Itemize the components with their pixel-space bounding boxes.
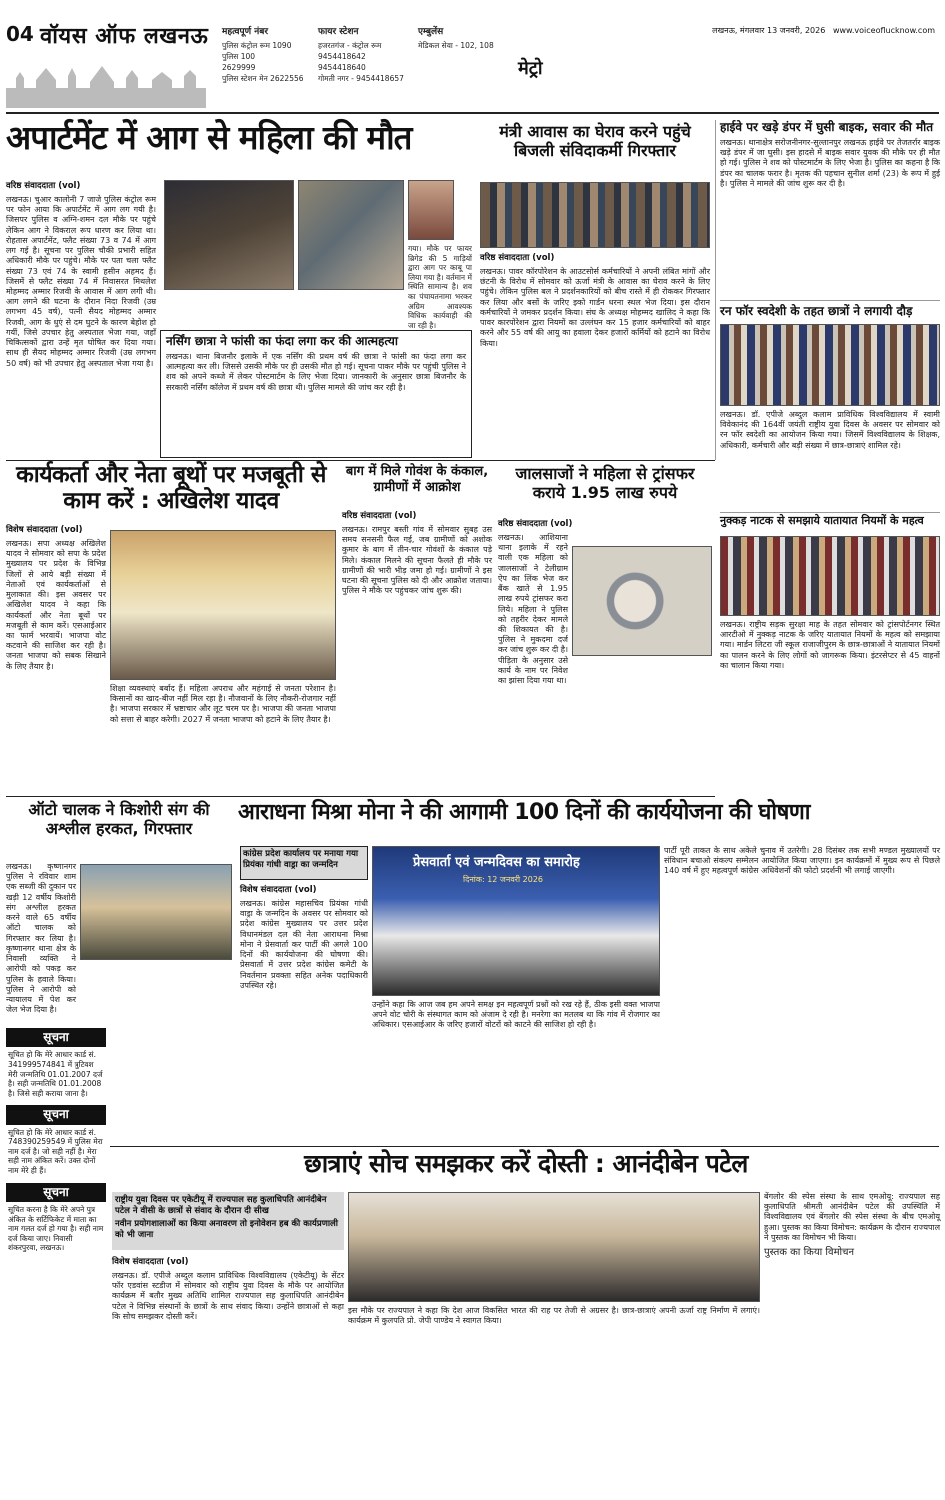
story-cows — [342, 508, 492, 792]
notice-body: सूचित करना है कि मेरे अपने पुत्र अंकित के सर्टिफिकेट में माता का नाम गलत दर्ज हो गया है। सही नाम दर्ज किया जाए। निवासी शंकरपुरवा, लखनऊ। — [8, 1205, 104, 1253]
headline: मंत्री आवास का घेराव करने पहुंचे बिजली संविदाकर्मी गिरफ्तार — [499, 122, 691, 161]
notice-title: सूचना — [6, 1183, 106, 1202]
story-body: लखनऊ। पावर कॉरपोरेशन के आउटसोर्स कर्मचारियों ने अपनी लंबित मांगों और छंटनी के विरोध में सोमवार को ऊर्जा मंत्री के आवास का घेराव करने के लिए पहुंचे। लेकिन पुलिस बल ने प्रदर्शनकारियों को बीच रास्ते में ही रोककर गिरफ्तार कर लिया और बसों के जरिए इको गार्डन धरना स्थल भेज दिया। इस दौरान कर्मचारियों ने जमकर प्रदर्शन किया। संघ के अध्यक्ष मोहम्मद खालिद ने कहा कि पावर कारपोरेशन द्वारा नियमों का उल्लंघन कर 15 हजार कर्मचारियों को बाहर करने और 55 वर्ष की आयु का हवाला देकर हजारों कर्मियों को हटाने का विरोध किया। — [480, 266, 710, 348]
notice — [6, 1028, 106, 1101]
story-body: लखनऊ। थाना बिजनौर इलाके में एक नर्सिंग की प्रथम वर्ष की छात्रा ने फांसी का फंदा लगा कर आत्महत्या कर ली। जिससे उसकी मौके पर ही उसकी मौत हो गई। सूचना पाकर मौके पर पहुंची पुलिस ने शव को अपने कब्जे में लेकर पोस्टमार्टम के लिए भेजा दिया। जानकारी के अनुसार छात्रा बिजनौर के सरकारी नर्सिंग कॉलेज में प्रथम वर्ष की छात्रा थी। पुलिस मामले की जांच कर रही है। — [166, 352, 466, 392]
notices-column — [6, 1028, 106, 1488]
story-body: लखनऊ। थानाक्षेत्र सरोजनीनगर-सुल्तानपुर लखनऊ हाईवे पर तेजतर्रार बाइक खड़े डंपर में जा घुसी। इस हादसे में बाइक सवार युवक की मौके पर ही मौत हो गई। पुलिस ने शव को पोस्टमार्टम के लिए भेजा है। पुलिस का कहना है कि डंपर का चालक फरार है। मृतक की पहचान सुनील शर्मा (23) के रूप में हुई है। पुलिस ने मामले की जांच शुरू कर दी है। — [720, 138, 940, 188]
headline: ऑटो चालक ने किशोरी संग की अश्लील हरकत, गिरफ्तार — [28, 800, 210, 839]
headline: अपार्टमेंट में आग से महिला की मौत — [6, 118, 412, 157]
page-number: 04 — [6, 22, 34, 46]
victim-portrait — [408, 180, 454, 240]
byline: विशेष संवाददाता (vol) — [112, 1257, 189, 1267]
story-run-headline — [720, 304, 940, 324]
byline: वरिष्ठ संवाददाता (vol) — [6, 181, 81, 191]
fire-body-continued — [6, 334, 156, 458]
headline: आराधना मिश्रा मोना ने की आगामी 100 दिनों की कार्ययोजना की घोषणा — [238, 800, 810, 825]
fire-continued — [164, 294, 404, 330]
story-fraud-headline — [498, 464, 712, 514]
story-fraud — [498, 516, 573, 792]
notice — [6, 1105, 106, 1178]
press-banner-text: प्रेसवार्ता एवं जन्मदिवस का समारोह — [413, 855, 580, 870]
auto-arrest-photo — [80, 864, 232, 960]
headline: कार्यकर्ता और नेता बूथों पर मजबूती से काम करें : अखिलेश यादव — [16, 462, 326, 515]
notice-title: सूचना — [6, 1105, 106, 1124]
story-body: लखनऊ। सपा अध्यक्ष अखिलेश यादव ने सोमवार को सपा के प्रदेश मुख्यालय पर प्रदेश के विभिन्न जिलों से आये बड़ी संख्या में नेताओं एवं कार्यकर्ताओं से मुलाकात की। इस अवसर पर अखिलेश यादव ने कहा कि कार्यकर्ता और नेता बूथों पर मजबूती से काम करें। एसआईआर का फार्म भरवायें। भाजपा वोट कटवाने की साजिश कर रही है। जनता भाजपा को सबक सिखाने के लिए तैयार है। — [6, 538, 106, 671]
story-anandiben-headline — [112, 1150, 940, 1190]
story-body: लखनऊ। चुआर कालोनी 7 जाजे पुलिस कंट्रोल रूम पर फोन आया कि अपार्टमेंट में आग लग गयी है। जिसपर पुलिस व अग्नि-शमन दल मौके पर पहुंचे लेकिन आग ने विकराल रूप धारण कर लिया था। रोहतास अपार्टमेंट, फ्लैट संख्या 73 व 74 में आग लग गई है। सूचना पर पुलिस चौकी प्रभारी सहित अधिकारी मौके पर पहुंचे। मौके पर पता चला फ्लैट संख्या 73 एवं 74 के स्वामी हसीन अहमद हैं। जिसमें से फ्लैट संख्या 74 में निवासरत मिथलेश मोहम्मद अम्मार रिजवी के आवास में आग लगी थी। आग लगने की घटना के दौरान निदा रिजवी (उम्र लगभग 45 वर्ष), पत्नी सैयद मोहम्मद अम्मार रिजवी, आग के धुएं से दम घुटने के कारण बेहोश हो गयीं, जिसे उपचार हेतु अस्पताल भेजा गया, जहाँ चिकित्सकों द्वारा उन्हें मृत घोषित कर दिया गया। साथ ही सैयद मोहम्मद अम्मार रिजवी (उम्र लगभग 50 वर्ष) को भी उपचार हेतु अस्पताल भेजा गया है। — [6, 194, 156, 368]
story-street-play-headline — [720, 514, 940, 534]
story-nursing — [160, 330, 472, 458]
headline: छात्राएं सोच समझकर करें दोस्ती : आनंदीबेन पटेल — [304, 1149, 748, 1178]
story-akhilesh-headline — [6, 462, 336, 518]
headline: जालसाजों ने महिला से ट्रांसफर कराये 1.95 लाख रुपये — [515, 464, 695, 503]
story-aradhana — [240, 882, 368, 1142]
anandiben-deck: राष्ट्रीय युवा दिवस पर एकेटीयू में राज्यपाल सह कुलाधिपति आनंदीबेन पटेल ने वीसी के छात्रों से संवाद के दौरान दी सीख नवीन प्रयोगशालाओं का किया अनावरण तो इनोवेशन हब की कार्यप्रणाली को भी जाना — [112, 1192, 344, 1250]
story-akhilesh-continued: शिक्षा व्यवस्थाएं बर्बाद हैं। महिला अपराध और महंगाई से जनता परेशान है। किसानों का खाद-बीज नहीं मिल रहा है। नौजवानों के लिए नौकरी-रोजगार नहीं है। भाजपा सरकार में भ्रष्टाचार और लूट चरम पर है। भाजपा की जनता भाजपा को सत्ता से बाहर करेगी। 2027 में जनता भाजपा को हटाने के लिए तैयार है। — [110, 684, 336, 724]
story-body: लखनऊ। आशियाना थाना इलाके में रहने वाली एक महिला को जालसाजों ने टेलीग्राम ऐप का लिंक भेज कर बैंक खाते से 1.95 लाख रुपये ट्रांसफर करा लिये। महिला ने पुलिस को तहरीर देकर मामले की शिकायत की है। पुलिस ने मुकदमा दर्ज कर जांच शुरू कर दी है। पीड़िता के अनुसार उसे कार्य के नाम पर निवेश का झांसा दिया गया था। — [498, 532, 568, 686]
notice-title: सूचना — [6, 1028, 106, 1047]
story-body: लखनऊ। कृष्णानगर पुलिस ने रविवार शाम एक सब्जी की दुकान पर खड़ी 12 वर्षीय किशोरी संग अश्लील हरकत करने वाले 65 वर्षीय ऑटो चालक को गिरफ्तार कर लिया है। कृष्णानगर थाना क्षेत्र के निवासी व्यक्ति ने आरोपी को पकड़ कर पुलिस के हवाले किया। पुलिस ने आरोपी को न्यायालय में पेश कर जेल भेज दिया है। — [6, 862, 76, 1015]
fire-photo-2 — [298, 180, 404, 290]
dateline: लखनऊ, मंगलवार 13 जनवरी, 2026 www.voiceoflucknow.com — [712, 26, 935, 35]
byline: वरिष्ठ संवाददाता (vol) — [342, 511, 417, 521]
story-akhilesh — [6, 522, 106, 792]
notice-body: सूचित हो कि मेरे आधार कार्ड सं. 341999574841 में त्रुटिवश मेरी जन्मतिथि 01.01.2007 दर्ज है। सही जन्मतिथि 01.01.2008 है। जिसे सही कराया जाना है। — [8, 1050, 103, 1098]
story-highway — [720, 120, 940, 300]
contact-important-numbers: महत्वपूर्ण नंबर पुलिस कंट्रोल रूम 1090 पुलिस 100 2629999 पुलिस स्टेशन मेन 2622556 — [222, 27, 304, 83]
street-play-photo — [720, 536, 940, 616]
newspaper-brand: वॉयस ऑफ लखनऊ — [40, 24, 209, 49]
fraud-magnifier-photo — [572, 546, 712, 656]
akhilesh-photo — [110, 530, 336, 680]
byline: विशेष संवाददाता (vol) — [6, 525, 83, 535]
story-run-body: लखनऊ। डॉ. एपीजे अब्दुल कलाम प्राविधिक विश्वविद्यालय में स्वामी विवेकानंद की 164वीं जयंती राष्ट्रीय युवा दिवस के अवसर पर सोमवार को रन फॉर स्वदेशी का आयोजन किया गया। जिसमें विश्वविद्यालय के शिक्षक, अधिकारी, कर्मचारी और बड़ी संख्या में छात्र-छात्राएं शामिल रहे। — [720, 410, 940, 450]
story-anandiben-right: बेंगलोर की स्पेस संस्था के साथ एमओयू: राज्यपाल सह कुलाधिपति श्रीमती आनंदीबेन पटेल की उपस्थिति में विश्वविद्यालय एवं बेंगलोर की स्पेस संस्था के बीच एमओयू हुआ। पुस्तक का किया विमोचन: कार्यक्रम के दौरान राज्यपाल ने पुस्तक का विमोचन भी किया। पुस्तक का किया विमोचन — [764, 1192, 940, 1259]
story-minister-headline — [480, 122, 710, 178]
section-label: मेट्रो — [518, 58, 543, 79]
story-aradhana-headline — [238, 800, 940, 844]
aradhana-deck: कांग्रेस प्रदेश कार्यालय पर मनाया गया प्रियंका गांधी वाड्रा का जन्मदिन — [240, 846, 368, 880]
story-aradhana-right: पार्टी पूरी ताकत के साथ अकेले चुनाव में उतरेगी। 28 दिसंबर तक सभी मण्डल मुख्यालयों पर संविधान बचाओ संकल्प सम्मेलन आयोजित किया जाएगा। इन कार्यक्रमों में मुख्य रूप से पिछले 140 वर्ष में हुए महत्वपूर्ण कांग्रेस अधिवेशनों की फोटो प्रदर्शनी भी लगाई जाएगी। — [664, 846, 940, 876]
masthead — [0, 0, 945, 115]
fire-side-caption: गया। मौके पर फायर ब्रिगेड की 5 गाड़ियों द्वारा आग पर काबू पा लिया गया है। वर्तमान में स्थिति सामान्य है। शव का पंचायतनामा भरकर अग्रिम आवश्यक विधिक कार्यवाही की जा रही है। — [408, 244, 472, 330]
governor-photo — [348, 1192, 760, 1302]
headline: नर्सिंग छात्रा ने फांसी का फंदा लगा कर की आत्महत्या — [166, 334, 398, 348]
protest-photo — [480, 182, 710, 248]
story-fire-headline-block — [6, 120, 472, 172]
story-anandiben-continued: इस मौके पर राज्यपाल ने कहा कि देश आज विकसित भारत की राह पर तेजी से अग्रसर है। छात्र-छात्राएं अपनी ऊर्जा राष्ट्र निर्माण में लगाएं। कार्यक्रम में कुलपति प्रो. जेपी पाण्डेय ने स्वागत किया। — [348, 1306, 760, 1326]
byline: विशेष संवाददाता (vol) — [240, 885, 317, 895]
byline: वरिष्ठ संवाददाता (vol) — [480, 253, 555, 263]
headline: नुक्कड़ नाटक से समझाये यातायात नियमों के महत्व — [720, 514, 924, 527]
website-link[interactable]: www.voiceoflucknow.com — [832, 26, 935, 35]
contact-fire-station: फायर स्टेशन हजरतगंज - कंट्रोल रूम 9454418642 9454418640 गोमती नगर - 9454418657 — [318, 27, 404, 83]
press-banner-date: दिनांक: 12 जनवरी 2026 — [463, 875, 544, 884]
story-fire — [6, 178, 156, 368]
contact-ambulance: एम्बुलेंस मेडिकल सेवा - 102, 108 — [418, 27, 494, 51]
story-anandiben — [112, 1254, 344, 1494]
story-street-play-body: लखनऊ। राष्ट्रीय सड़क सुरक्षा माह के तहत सोमवार को ट्रांसपोर्टनगर स्थित आरटीओ में नुक्कड़ नाटक के जरिए यातायात नियमों के महत्व को समझाया गया। मार्डन लिटरा जी स्कूल राजाजीपुरम के छात्र-छात्राओं ने यातायात नियमों का पालन करने के लिए लोगों को जागरूक किया। इंटरसेप्टर से 45 वाहनों का चालान किया गया। — [720, 620, 940, 670]
run-photo — [720, 324, 940, 406]
press-conference-photo — [372, 846, 660, 996]
headline: हाईवे पर खड़े डंपर में घुसी बाइक, सवार की मौत — [720, 120, 934, 134]
byline: वरिष्ठ संवाददाता (vol) — [498, 519, 573, 529]
headline: रन फॉर स्वदेशी के तहत छात्रों ने लगायी दौड़ — [720, 304, 913, 318]
notice-body: सूचित हो कि मेरे आधार कार्ड सं. 748390259549 में पुलिस मेरा नाम दर्ज है। जो सही नहीं है। मेरा सही नाम अंकित करें। उक्त दोनों नाम मेरे ही हैं। — [8, 1127, 103, 1176]
subhead: पुस्तक का किया विमोचन — [764, 1247, 855, 1259]
story-body: लखनऊ। रामपुर बस्ती गांव में सोमवार सुबह उस समय सनसनी फैल गई, जब ग्रामीणों को अशोक कुमार के बाग में तीन-चार गोवंशों के कंकाल पड़े मिले। कंकाल मिलने की सूचना फैलते ही मौके पर ग्रामीणों की भारी भीड़ जमा हो गई। ग्रामीणों ने इस घटना की सूचना पुलिस को दी और आक्रोश जताया। पुलिस ने मौके पर पहुंचकर जांच शुरू की। — [342, 524, 492, 596]
headline: बाग में मिले गोवंश के कंकाल, ग्रामीणों में आक्रोश — [345, 464, 489, 496]
story-auto — [6, 862, 76, 1022]
story-body: लखनऊ। कांग्रेस महासचिव प्रियंका गांधी वाड्रा के जन्मदिन के अवसर पर सोमवार को प्रदेश कांग्रेस मुख्यालय पर उत्तर प्रदेश विधानमंडल दल की नेता आराधना मिश्रा मोना ने प्रेसवार्ता कर पार्टी की अगले 100 दिनों की कार्ययोजना की घोषणा की। प्रेसवार्ता में उत्तर प्रदेश कांग्रेस कमेटी के निवर्तमान प्रवक्ता सहित अनेक पदाधिकारी उपस्थित रहे। — [240, 898, 368, 990]
notice — [6, 1183, 106, 1256]
story-aradhana-continued: उन्होंने कहा कि आज जब हम अपने समक्ष इन महत्वपूर्ण प्रश्नों को रख रहे हैं, ठीक इसी वक्त भाजपा अपने वोट चोरी के संस्थागत काम को अंजाम दे रही है। मनरेगा का मतलब था कि गांव में रोजगार का अधिकार। एसआईआर के जरिए हजारों वोटरों को काटने की साजिश हो रही है। — [372, 1000, 660, 1030]
city-skyline-icon — [6, 58, 206, 108]
story-auto-headline — [6, 800, 232, 860]
story-minister — [480, 250, 710, 456]
story-cows-headline — [342, 464, 492, 506]
fire-photo-1 — [164, 180, 294, 290]
story-body: लखनऊ। डॉ. एपीजे अब्दुल कलाम प्राविधिक विश्वविद्यालय (एकेटीयू) के सेंटर फॉर एडवांस स्टडीज में सोमवार को राष्ट्रीय युवा दिवस के मौके पर आयोजित कार्यक्रम में बतौर मुख्य अतिथि शामिल राज्यपाल सह कुलाधिपति आनंदीबेन पटेल ने विभिन्न संस्थानों के छात्रों के साथ संवाद किया। उन्होंने छात्राओं से कहा कि सोच समझकर दोस्ती करें। — [112, 1270, 344, 1321]
